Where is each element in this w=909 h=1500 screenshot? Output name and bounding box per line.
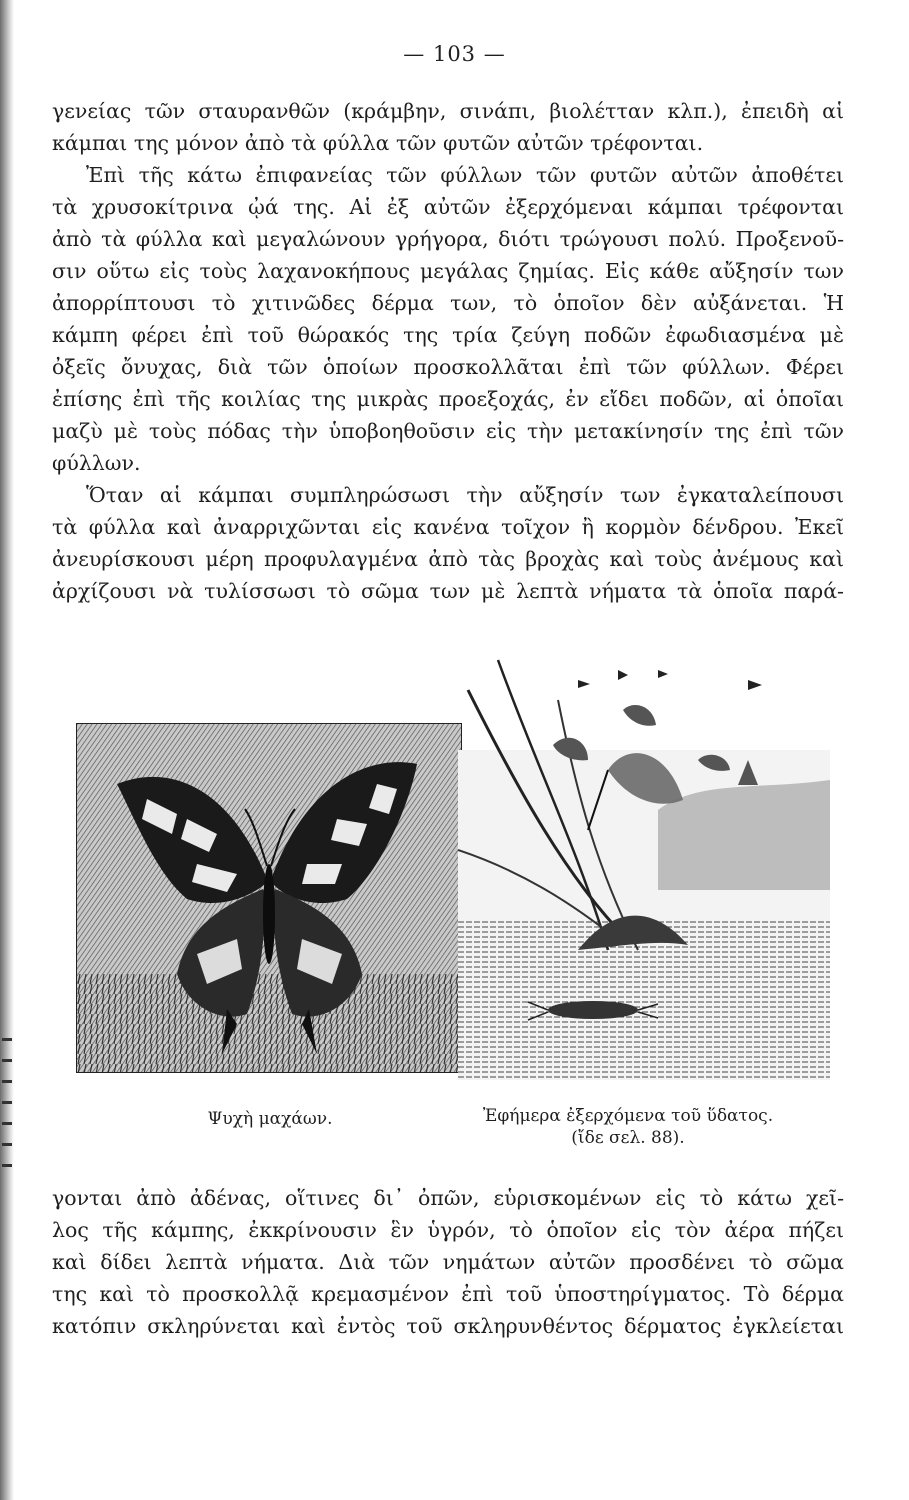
text-line: κάμπη φέρει ἐπὶ τοῦ θώρακός της τρία ζεύγη ποδῶν ἐφωδιασμένα μὲ [52,323,844,347]
body-text-bottom [52,1182,844,1342]
text-line: τὰ χρυσοκίτρινα ᾠά της. Αἱ ἐξ αὐτῶν ἐξερχόμεναι κάμπαι τρέφονται [52,195,844,219]
text-line: γενείας τῶν σταυρανθῶν (κράμβην, σινάπι, βιολέτταν κλπ.), ἐπειδὴ αἱ [52,99,844,123]
caption-line: Ἐφήμερα ἐξερχόμενα τοῦ ὕδατος. [482,1106,774,1126]
mayfly-illustration [458,650,830,1080]
text-line: γονται ἀπὸ ἀδένας, οἵτινες δι᾽ ὀπῶν, εὑρισκομένων εἰς τὸ κάτω χεῖ- [52,1186,844,1210]
figure-caption-mayfly [438,1105,818,1149]
text-line: Ὅταν αἱ κάμπαι συμπληρώσωσι τὴν αὔξησίν των ἐγκαταλείπουσι [86,483,844,507]
text-line: ἐπίσης ἐπὶ τῆς κοιλίας της μικρὰς προεξοχάς, ἐν εἴδει ποδῶν, αἱ ὁποῖαι [52,387,844,411]
butterfly-illustration [76,723,462,1073]
text-line: λος τῆς κάμπης, ἐκκρίνουσιν ἓν ὑγρόν, τὸ ὁποῖον εἰς τὸν ἀέρα πήζει [52,1218,844,1242]
text-line: ἀρχίζουσι νὰ τυλίσσωσι τὸ σῶμα των μὲ λεπτὰ νήματα τὰ ὁποῖα παρά- [52,579,844,603]
text-line: σιν οὕτω εἰς τοὺς λαχανοκήπους μεγάλας ζημίας. Εἰς κάθε αὔξησίν των [52,259,844,283]
text-line: κατόπιν σκληρύνεται καὶ ἐντὸς τοῦ σκληρυνθέντος δέρματος ἐγκλείεται [52,1314,844,1338]
text-line: ὀξεῖς ὄνυχας, διὰ τῶν ὁποίων προσκολλᾶται ἐπὶ τῶν φύλλων. Φέρει [52,355,844,379]
text-line: ἀνευρίσκουσι μέρη προφυλαγμένα ἀπὸ τὰς βροχὰς καὶ τοὺς ἀνέμους καὶ [52,547,844,571]
text-line: τὰ φύλλα καὶ ἀναρριχῶνται εἰς κανένα τοῖχον ἢ κορμὸν δένδρου. Ἐκεῖ [52,515,844,539]
text-line: κάμπαι της μόνον ἀπὸ τὰ φύλλα τῶν φυτῶν αὐτῶν τρέφονται. [52,131,704,155]
adjacent-page-marks [0,1020,14,1340]
text-line: μαζὺ μὲ τοὺς πόδας τὴν ὑποβοηθοῦσιν εἰς τὴν μετακίνησίν της ἐπὶ τῶν [52,419,844,443]
figure-caption-butterfly: Ψυχὴ μαχάων. [207,1109,333,1129]
text-line: καὶ δίδει λεπτὰ νήματα. Διὰ τῶν νημάτων αὐτῶν προσδένει τὸ σῶμα [52,1250,844,1274]
text-line: Ἐπὶ τῆς κάτω ἐπιφανείας τῶν φύλλων τῶν φυτῶν αὐτῶν ἀποθέτει [86,163,844,187]
body-text-top [52,95,844,607]
text-line: ἀπορρίπτουσι τὸ χιτινῶδες δέρμα των, τὸ ὁποῖον δὲν αὐξάνεται. Ἡ [52,291,844,315]
page-number: — 103 — [403,42,506,66]
text-line: φύλλων. [52,451,141,475]
caption-line: (ἴδε σελ. 88). [571,1128,685,1148]
text-line: ἀπὸ τὰ φύλλα καὶ μεγαλώνουν γρήγορα, διότι τρώγουσι πολύ. Προξενοῦ- [52,227,844,251]
text-line: της καὶ τὸ προσκολλᾷ κρεμασμένον ἐπὶ τοῦ ὑποστηρίγματος. Τὸ δέρμα [52,1282,844,1306]
